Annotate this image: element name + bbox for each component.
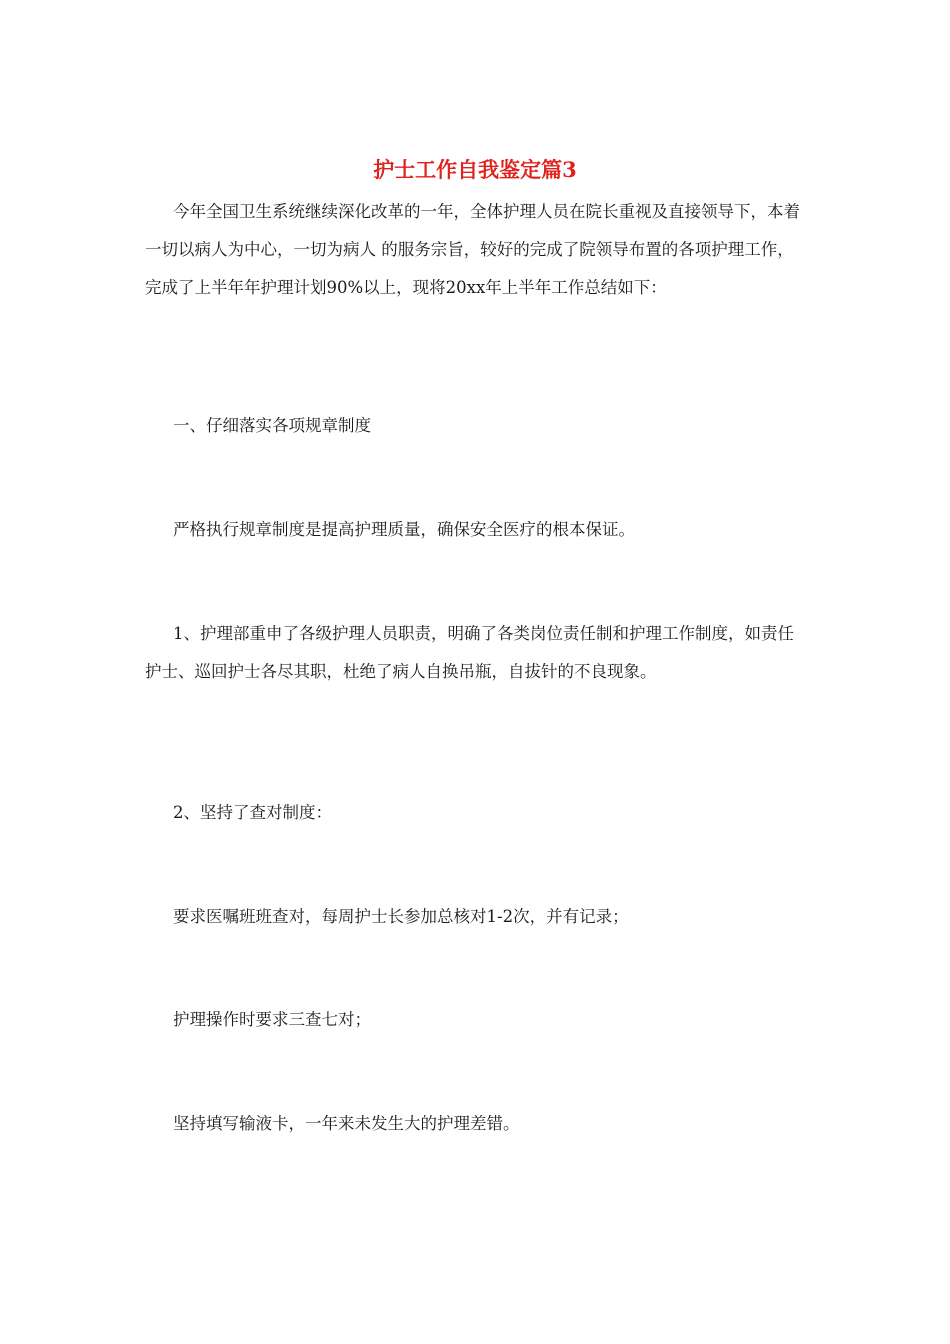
item-2-paragraph: 2、坚持了查对制度： bbox=[173, 803, 332, 822]
document-title: 护士工作自我鉴定篇3 bbox=[373, 157, 577, 182]
item-1-paragraph: 1、护理部重申了各级护理人员职责，明确了各类岗位责任制和护理工作制度，如责任护士、巡回护士各尽其职，杜绝了病人自换吊瓶，自拔针的不良现象。 bbox=[145, 624, 794, 681]
check-rule-1: 要求医嘱班班查对，每周护士长参加总核对1-2次，并有记录； bbox=[173, 907, 629, 926]
check-rule-3: 坚持填写输液卡，一年来未发生大的护理差错。 bbox=[173, 1114, 520, 1133]
section-heading: 一、仔细落实各项规章制度 bbox=[173, 416, 371, 435]
intro-paragraph: 今年全国卫生系统继续深化改革的一年，全体护理人员在院长重视及直接领导下，本着 一切以病人为中心，一切为病人 的服务宗旨，较好的完成了院领导布置的各项护理工作，完成了上半年年护理计划90%以上，现将20xx年上半年工作总结如下： bbox=[145, 202, 800, 297]
section-intro-paragraph: 严格执行规章制度是提高护理质量，确保安全医疗的根本保证。 bbox=[173, 520, 635, 539]
check-rule-2: 护理操作时要求三查七对； bbox=[173, 1010, 371, 1029]
